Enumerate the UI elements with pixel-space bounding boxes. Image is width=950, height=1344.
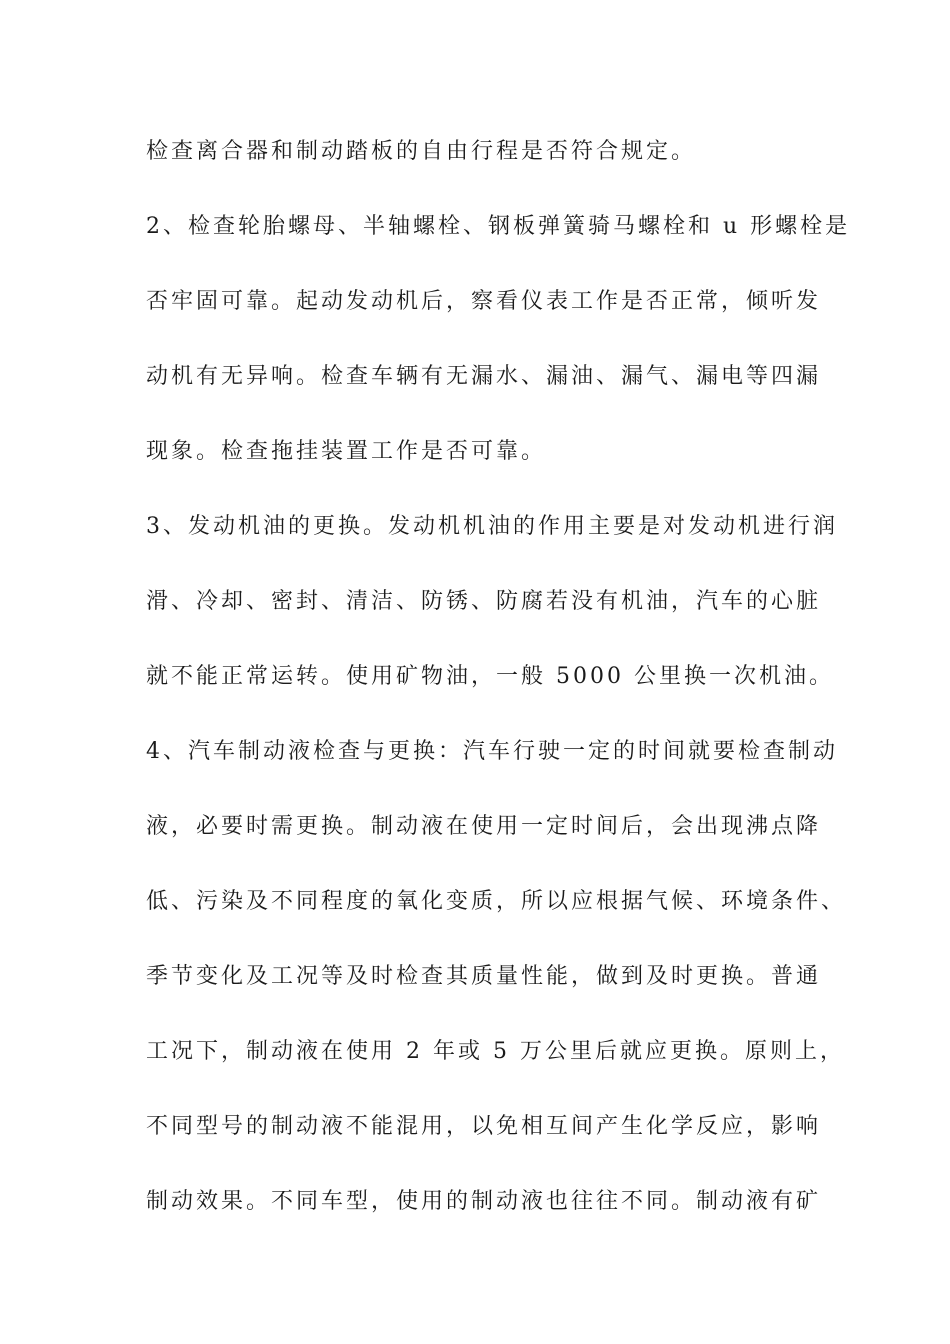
text-line-13: 工况下，制动液在使用 2 年或 5 万公里后就应更换。原则上， [146, 1039, 845, 1064]
text-line-9: 4、汽车制动液检查与更换：汽车行驶一定的时间就要检查制动 [146, 739, 838, 764]
text-line-14: 不同型号的制动液不能混用，以免相互间产生化学反应，影响 [146, 1114, 822, 1139]
text-line-1: 检查离合器和制动踏板的自由行程是否符合规定。 [146, 139, 697, 164]
text-line-5: 现象。检查拖挂装置工作是否可靠。 [146, 439, 547, 464]
text-line-7: 滑、冷却、密封、清洁、防锈、防腐若没有机油，汽车的心脏 [146, 589, 822, 614]
text-line-8: 就不能正常运转。使用矿物油，一般 5000 公里换一次机油。 [146, 664, 834, 689]
body-text [146, 134, 851, 1259]
text-line-6: 3、发动机油的更换。发动机机油的作用主要是对发动机进行润 [146, 514, 838, 539]
text-line-11: 低、污染及不同程度的氧化变质，所以应根据气候、环境条件、 [146, 889, 847, 914]
text-line-10: 液，必要时需更换。制动液在使用一定时间后，会出现沸点降 [146, 814, 822, 839]
text-line-15: 制动效果。不同车型，使用的制动液也往往不同。制动液有矿 [146, 1189, 822, 1214]
text-line-4: 动机有无异响。检查车辆有无漏水、漏油、漏气、漏电等四漏 [146, 364, 822, 389]
text-line-2: 2、检查轮胎螺母、半轴螺栓、钢板弹簧骑马螺栓和 u 形螺栓是 [146, 214, 851, 239]
text-line-12: 季节变化及工况等及时检查其质量性能，做到及时更换。普通 [146, 964, 822, 989]
text-line-3: 否牢固可靠。起动发动机后，察看仪表工作是否正常，倾听发 [146, 289, 822, 314]
